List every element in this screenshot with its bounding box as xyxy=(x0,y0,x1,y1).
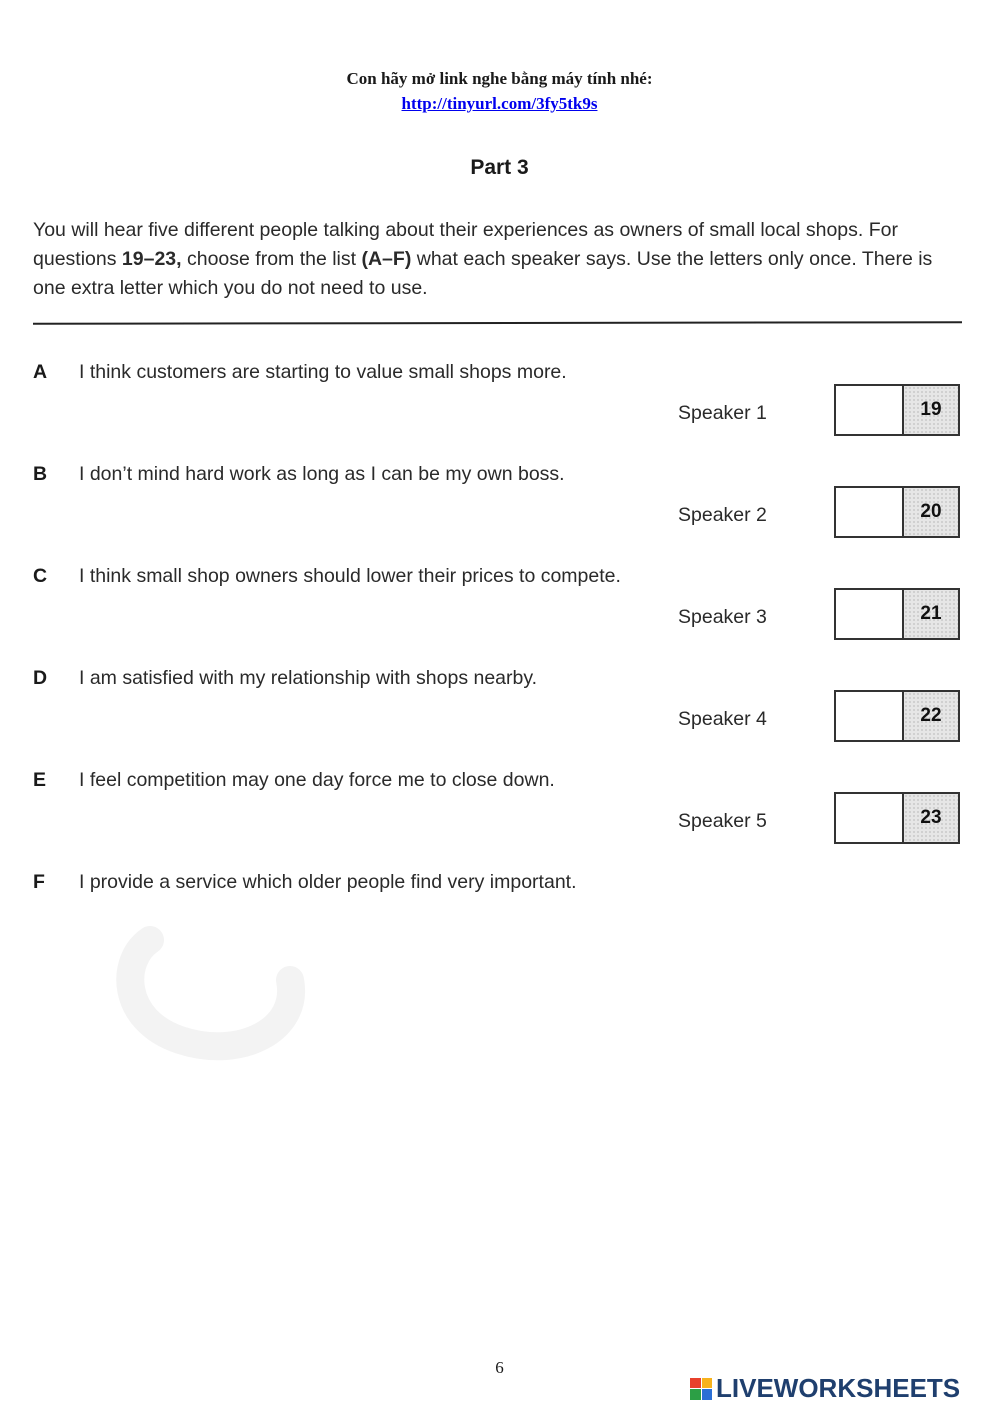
question-number: 19 xyxy=(902,386,958,434)
brand-name: LIVEWORKSHEETS xyxy=(716,1373,961,1403)
speaker-1-label: Speaker 1 xyxy=(678,402,767,424)
speaker-2-label: Speaker 2 xyxy=(678,504,767,526)
watermark-swirl xyxy=(110,920,310,1090)
page-number: 6 xyxy=(495,1358,504,1377)
option-c: C I think small shop owners should lower their prices to compete. xyxy=(33,565,621,587)
speaker-2-answer-box[interactable] xyxy=(834,486,960,538)
speaker-3-answer-box[interactable] xyxy=(834,588,960,640)
audio-link[interactable]: http://tinyurl.com/3fy5tk9s xyxy=(401,94,598,113)
option-b: B I don’t mind hard work as long as I can be my own boss. xyxy=(33,463,565,485)
header xyxy=(0,66,999,116)
question-number: 20 xyxy=(902,488,958,536)
question-number: 23 xyxy=(902,794,958,842)
speaker-3-label: Speaker 3 xyxy=(678,606,767,628)
option-e: E I feel competition may one day force me to close down. xyxy=(33,769,555,791)
task-instructions: You will hear five different people talking about their experiences as owners of small local shops. For questions 19–23, choose from the list (A–F) what each speaker says. Use the letters only once. There is one extra letter which you do not need to use. xyxy=(33,219,933,299)
option-f: F I provide a service which older people find very important. xyxy=(33,871,577,893)
speaker-5-answer-box[interactable] xyxy=(834,792,960,844)
listening-instruction: Con hãy mở link nghe bằng máy tính nhé: xyxy=(346,69,653,88)
speaker-5-label: Speaker 5 xyxy=(678,810,767,832)
brand-grid-icon xyxy=(690,1378,712,1400)
question-number: 21 xyxy=(902,590,958,638)
question-number: 22 xyxy=(902,692,958,740)
option-a: A I think customers are starting to value small shops more. xyxy=(33,361,567,383)
liveworksheets-logo xyxy=(690,1373,960,1404)
speaker-4-answer-box[interactable] xyxy=(834,690,960,742)
part-title: Part 3 xyxy=(470,156,529,179)
speaker-1-answer-box[interactable] xyxy=(834,384,960,436)
option-d: D I am satisfied with my relationship with shops nearby. xyxy=(33,667,538,689)
speaker-4-label: Speaker 4 xyxy=(678,708,767,730)
divider xyxy=(33,321,962,325)
